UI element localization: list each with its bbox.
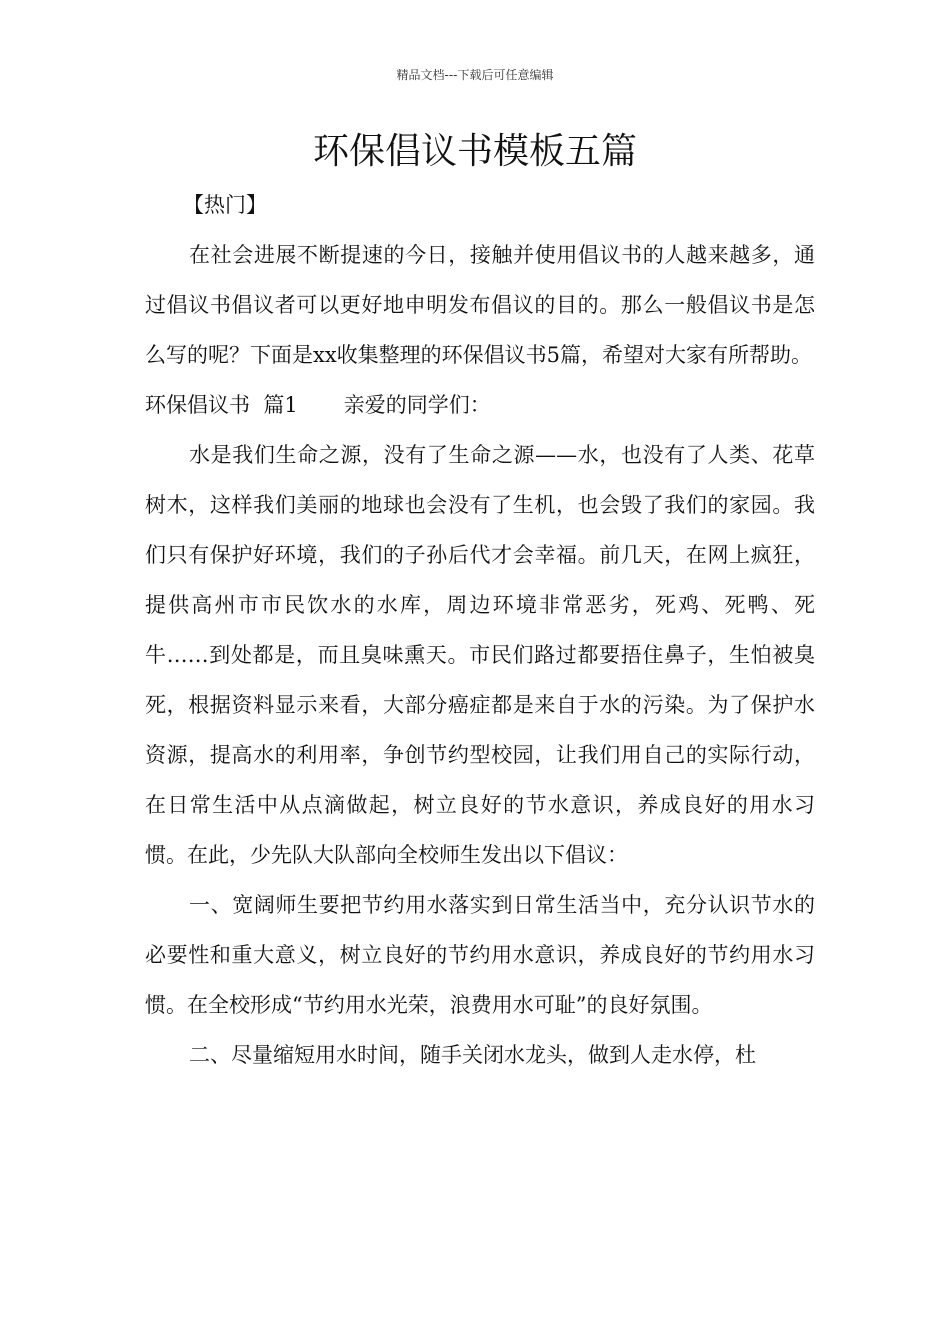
body-paragraph: 水是我们生命之源，没有了生命之源——水，也没有了人类、花草树木，这样我们美丽的地球也会没有了生机，也会毁了我们的家园。我们只有保护好环境，我们的子孙后代才会幸福。前几天，在网上疯狂，提供高州市市民饮水的水库，周边环境非常恶劣，死鸡、死鸭、死牛……到处都是，而且臭味熏天。市民们路过都要捂住鼻子，生怕被臭死，根据资料显示来看，大部分癌症都是来自于水的污染。为了保护水资源，提高水的利用率，争创节约型校园，让我们用自己的实际行动，在日常生活中从点滴做起，树立良好的节水意识，养成良好的用水习惯。在此，少先队大队部向全校师生发出以下倡议： (145, 443, 815, 867)
body-paragraph: 二、尽量缩短用水时间，随手关闭水龙头，做到人走水停，杜 (189, 1043, 756, 1067)
section-heading-line (145, 380, 815, 430)
document-body (145, 180, 815, 1080)
body-paragraph: 一、宽阔师生要把节约用水落实到日常生活当中，充分认识节水的必要性和重大意义，树立良好的节约用水意识，养成良好的节约用水习惯。在全校形成“节约用水光荣，浪费用水可耻”的良好氛围。 (145, 893, 815, 1017)
document-title: 环保倡议书模板五篇 (312, 131, 637, 172)
header-note: 精品文档---下载后可任意编辑 (396, 68, 554, 82)
hot-tag: 【热门】 (183, 193, 267, 217)
intro-paragraph: 在社会进展不断提速的今日，接触并使用倡议书的人越来越多，通过倡议书倡议者可以更好地申明发布倡议的目的。那么一般倡议书是怎么写的呢？下面是xx收集整理的环保倡议书5篇，希望对大家有所帮助。 (145, 243, 815, 367)
section-heading: 环保倡议书 篇1 (145, 393, 298, 417)
salutation: 亲爱的同学们： (343, 393, 491, 417)
